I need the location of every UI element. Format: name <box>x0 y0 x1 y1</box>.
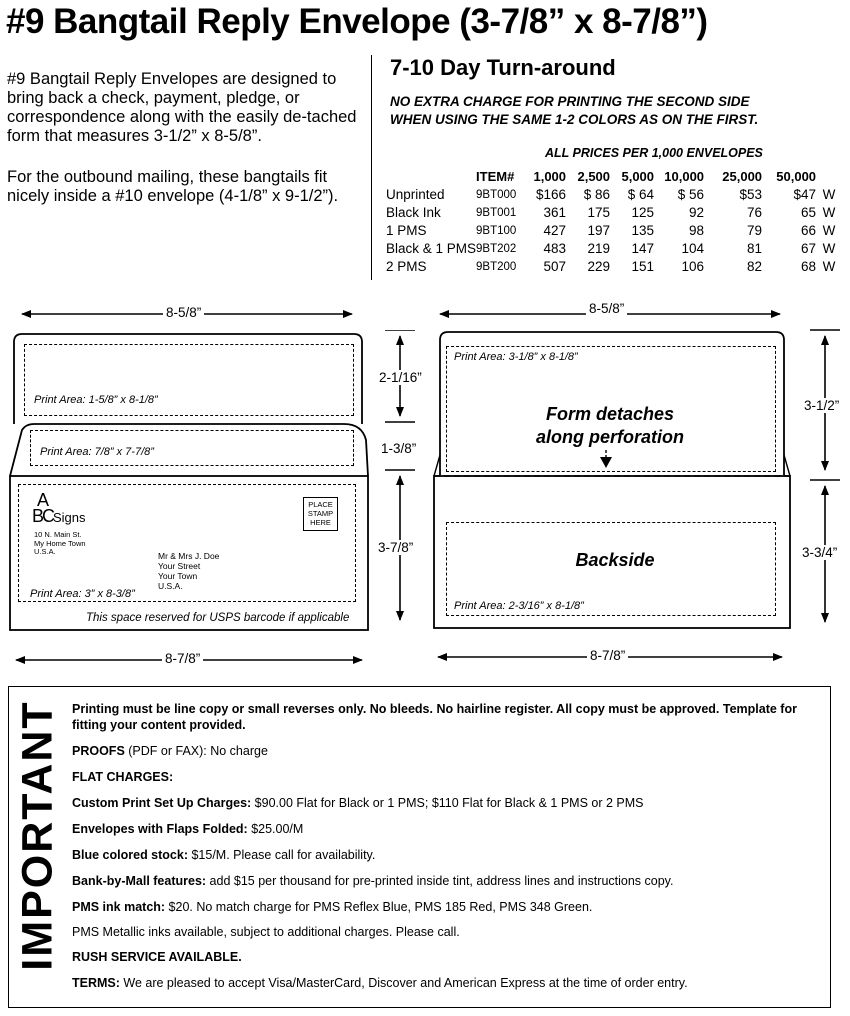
price-table <box>386 168 842 276</box>
important-line-text: PMS Metallic inks available, subject to additional charges. Please call. <box>72 925 460 939</box>
price-row-item: 9BT000 <box>476 189 517 201</box>
price-cell: $53 <box>739 187 763 202</box>
price-cell: 82 <box>747 259 763 274</box>
price-row-item: 9BT202 <box>476 243 517 255</box>
return-address <box>34 531 86 557</box>
price-table-header <box>386 168 842 186</box>
logo-wordmark: Signs <box>53 510 86 525</box>
important-line-text: We are pleased to accept Visa/MasterCard, Discover and American Express at the time of order entry. <box>119 976 688 990</box>
recipient-line: Your Street <box>158 561 201 571</box>
price-cell: 79 <box>747 223 763 238</box>
price-row <box>386 258 842 276</box>
form-label-line: Form detaches <box>545 404 675 424</box>
important-line-bold: FLAT CHARGES: <box>72 770 174 784</box>
price-cell: 483 <box>543 241 567 256</box>
price-row-label: 2 PMS <box>386 259 427 274</box>
logo-letter-a: A <box>37 490 50 510</box>
price-cell: 76 <box>747 205 763 220</box>
price-cell: 81 <box>747 241 763 256</box>
important-line <box>72 949 802 965</box>
price-cell: 151 <box>631 259 655 274</box>
recipient-line: Your Town <box>158 571 198 581</box>
price-cell: $ 64 <box>627 187 655 202</box>
header-blank <box>386 168 476 186</box>
price-cell: 147 <box>631 241 655 256</box>
dimension-3-7-8: 3-7/8” <box>375 540 416 555</box>
important-line-text: (PDF or FAX): No charge <box>124 744 268 758</box>
price-row-label: 1 PMS <box>386 223 427 238</box>
intro-paragraph-1: #9 Bangtail Reply Envelopes are designed to bring back a check, payment, pledge, or correspondence along with the easily de-tached form that measures 3-1/2” x 8-5/8”. <box>7 70 357 145</box>
stamp-line: STAMP <box>307 509 334 518</box>
back-dimension-bottom: 3-3/4” <box>799 545 840 560</box>
form-label-line: along perforation <box>536 427 684 447</box>
print-area-bottom-label: Print Area: 2-3/16” x 8-1/8” <box>454 600 584 612</box>
price-cell: $ 86 <box>583 187 611 202</box>
important-line <box>72 743 802 759</box>
back-width-top-label: 8-5/8” <box>586 301 627 316</box>
intro-paragraph-2: For the outbound mailing, these bangtails fit nicely inside a #10 envelope (4-1/8” x 9-1/2”). <box>7 168 339 205</box>
column-divider <box>371 55 372 280</box>
header-qty: 50,000 <box>776 169 817 184</box>
back-width-bottom-label: 8-7/8” <box>587 648 628 663</box>
important-line <box>72 821 802 837</box>
price-row <box>386 204 842 222</box>
important-line-text: $15/M. Please call for availability. <box>188 848 376 862</box>
price-cell: 67 <box>801 241 817 256</box>
important-line-text: $25.00/M <box>247 822 304 836</box>
price-cell: 104 <box>681 241 705 256</box>
return-address-line: 10 N. Main St. <box>34 530 82 539</box>
important-line <box>72 847 802 863</box>
recipient-line: U.S.A. <box>158 581 183 591</box>
price-row-w: W <box>822 205 836 220</box>
print-area-top-label: Print Area: 3-1/8” x 8-1/8” <box>454 351 578 363</box>
header-qty: 10,000 <box>664 169 705 184</box>
price-cell: 507 <box>543 259 567 274</box>
recipient-line: Mr & Mrs J. Doe <box>158 551 220 561</box>
important-line-bold: PMS ink match: <box>72 900 166 914</box>
company-logo <box>32 490 112 530</box>
price-cell: 68 <box>801 259 817 274</box>
price-cell: 135 <box>631 223 655 238</box>
dimension-2-1-16: 2-1/16” <box>376 370 425 385</box>
price-row-label: Black & 1 PMS <box>386 241 477 256</box>
price-cell: 92 <box>689 205 705 220</box>
logo-letter-c: C <box>42 506 55 526</box>
price-cell: 229 <box>587 259 611 274</box>
print-area-main-label: Print Area: 3” x 8-3/8” <box>30 588 135 600</box>
header-qty: 2,500 <box>577 169 611 184</box>
price-row-item: 9BT200 <box>476 261 517 273</box>
header-qty: 1,000 <box>533 169 567 184</box>
price-row-label: Black Ink <box>386 205 441 220</box>
dimension-1-3-8: 1-3/8” <box>378 441 419 456</box>
backside-label: Backside <box>575 550 655 570</box>
important-line-bold: Blue colored stock: <box>72 848 188 862</box>
price-cell: $47 <box>793 187 817 202</box>
header-qty: 5,000 <box>621 169 655 184</box>
header-item: ITEM# <box>476 169 515 184</box>
price-cell: 66 <box>801 223 817 238</box>
important-line <box>72 701 802 733</box>
price-row-w: W <box>822 223 836 238</box>
price-row-w: W <box>822 187 836 202</box>
important-line-text: $20. No match charge for PMS Reflex Blue, PMS 185 Red, PMS 348 Green. <box>165 900 593 914</box>
stamp-box <box>303 497 338 531</box>
form-detaches-label <box>490 403 730 449</box>
header-blank <box>816 168 842 186</box>
prices-caption: ALL PRICES PER 1,000 ENVELOPES <box>545 146 763 160</box>
price-row <box>386 222 842 240</box>
important-line <box>72 769 802 785</box>
important-line-bold: Printing must be line copy or small reverses only. No bleeds. No hairline register. All copy must be approved. Template for fitting your content provided. <box>72 702 797 732</box>
front-width-bottom-label: 8-7/8” <box>162 651 203 666</box>
important-notice-box <box>8 686 831 1008</box>
price-cell: $ 56 <box>677 187 705 202</box>
price-cell: 175 <box>587 205 611 220</box>
important-line-bold: Bank-by-Mall features: <box>72 874 207 888</box>
important-line-text: $90.00 Flat for Black or 1 PMS; $110 Flat for Black & 1 PMS or 2 PMS <box>251 796 644 810</box>
page-title: #9 Bangtail Reply Envelope (3-7/8” x 8-7/8”) <box>6 2 708 41</box>
important-line <box>72 795 802 811</box>
important-line-bold: RUSH SERVICE AVAILABLE. <box>72 950 242 964</box>
no-charge-line-2: WHEN USING THE SAME 1-2 COLORS AS ON THE FIRST. <box>390 112 759 127</box>
price-cell: 219 <box>587 241 611 256</box>
front-width-top-label: 8-5/8” <box>163 305 204 320</box>
price-cell: 125 <box>631 205 655 220</box>
price-row-label: Unprinted <box>386 187 445 202</box>
price-cell: 106 <box>681 259 705 274</box>
important-line-bold: PROOFS <box>72 744 125 758</box>
back-dimension-top: 3-1/2” <box>801 398 842 413</box>
no-charge-note <box>390 93 758 129</box>
important-line-bold: Envelopes with Flaps Folded: <box>72 822 248 836</box>
important-line-text: add $15 per thousand for pre-printed inside tint, address lines and instructions copy. <box>206 874 674 888</box>
header-qty: 25,000 <box>722 169 763 184</box>
price-cell: 197 <box>587 223 611 238</box>
price-cell: 361 <box>543 205 567 220</box>
important-line <box>72 873 802 889</box>
price-cell: 427 <box>543 223 567 238</box>
price-row-w: W <box>822 241 836 256</box>
turnaround-heading: 7-10 Day Turn-around <box>390 55 616 80</box>
price-row <box>386 240 842 258</box>
important-heading: IMPORTANT <box>13 700 62 971</box>
price-row-item: 9BT001 <box>476 207 517 219</box>
recipient-address <box>158 551 219 591</box>
price-cell: 98 <box>689 223 705 238</box>
price-cell: 65 <box>801 205 817 220</box>
price-cell: $166 <box>535 187 567 202</box>
price-row <box>386 186 842 204</box>
return-address-line: U.S.A. <box>34 547 56 556</box>
price-row-w: W <box>822 259 836 274</box>
no-charge-line-1: NO EXTRA CHARGE FOR PRINTING THE SECOND SIDE <box>390 94 750 109</box>
price-row-item: 9BT100 <box>476 225 517 237</box>
important-line-bold: Custom Print Set Up Charges: <box>72 796 252 810</box>
stamp-line: PLACE <box>308 500 333 509</box>
important-line <box>72 924 802 940</box>
barcode-note: This space reserved for USPS barcode if applicable <box>86 612 350 624</box>
important-line-bold: TERMS: <box>72 976 120 990</box>
stamp-line: HERE <box>310 518 331 527</box>
print-area-flap-label: Print Area: 1-5/8” x 8-1/8” <box>34 394 158 406</box>
print-area-small-label: Print Area: 7/8” x 7-7/8” <box>40 446 154 458</box>
important-line <box>72 975 802 991</box>
logo-letter-b: B <box>32 506 45 526</box>
important-line <box>72 899 802 915</box>
return-address-line: My Home Town <box>34 538 86 548</box>
